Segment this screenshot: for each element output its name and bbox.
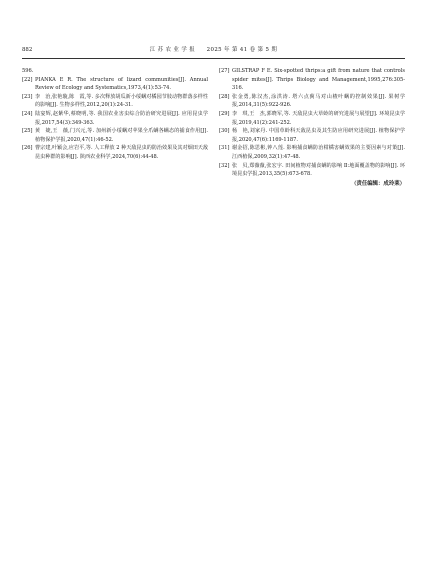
reference-text: 李 治,张艳璇,陈 霞,等. 多次释放胡瓜新小绥螨对橘园节肢动物群落多样性的影响[J]. 生物多样性,2012,20(1):24-31.	[35, 93, 208, 109]
reference-text: GILSTRAP F E. Six-spotted thrips:a gift from nature that controls spider mites[J]. Thrips Biology and Management,1995,276:305-316.	[232, 68, 405, 92]
reference-text: 陆宴辉,赵紫华,蔡晓明,等. 我国农业害虫综合防治研究进展[J]. 应用昆虫学报,2017,54(3):349-363.	[35, 110, 208, 126]
reference-item	[219, 93, 405, 110]
reference-item	[22, 110, 208, 127]
reference-item	[219, 110, 405, 127]
responsible-editor: （责任编辑：成玲莱）	[351, 180, 405, 187]
references-left-column	[22, 67, 208, 162]
reference-text: 曹宗建,叶颖会,应岩平,等. 人工释放 2 种天敌昆虫的防治效果及其对烟田天敌昆虫种群的影响[J]. 陕西农业科学,2024,70(6):44-48.	[35, 145, 208, 160]
reference-number: [32]	[219, 162, 230, 169]
reference-number: [25]	[22, 128, 33, 135]
journal-title: 江 苏 农 业 学 报 2025 年 第 41 卷 第 5 期	[149, 47, 278, 53]
reference-text: 张 贝,郑薇薇,张宏宇. 田间植物对捕食螨的影响 Ⅱ:地面覆盖物的影响[J]. 环境昆虫学报,2013,35(5):673-678.	[232, 162, 405, 178]
reference-text: 596.	[22, 68, 34, 74]
reference-item	[219, 127, 405, 144]
reference-number: [26]	[22, 145, 33, 152]
reference-number: [22]	[22, 76, 33, 83]
reference-item	[219, 67, 405, 93]
reference-item	[219, 144, 405, 161]
reference-number: [23]	[22, 93, 33, 100]
reference-text: 张金勇,陈汉杰,涂洪涛. 塔六点蓟马对山楂叶螨的控制效果[J]. 果树学报,2014,31(5):922-926.	[232, 93, 405, 109]
references-right-column	[219, 67, 405, 189]
reference-item	[219, 162, 405, 179]
reference-number: [28]	[219, 93, 230, 100]
reference-number: [31]	[219, 145, 230, 152]
reference-text: 李 琪,王 杰,郭晓军,等. 天敌昆虫大草蛉的研究进展与展望[J]. 环境昆虫学报,2019,41(2):241-252.	[232, 110, 405, 126]
reference-number: [29]	[219, 110, 230, 117]
reference-number: [30]	[219, 128, 230, 135]
reference-item	[22, 93, 208, 110]
running-header	[22, 46, 405, 55]
reference-text: 杨 艳,刘家丹. 中国草蛉科天敌昆虫及其生防应用研究进展[J]. 植物保护学报,2020,47(6):1169-1187.	[232, 128, 405, 143]
reference-number: [24]	[22, 110, 33, 117]
reference-item	[22, 67, 208, 76]
header-rule	[22, 58, 405, 59]
reference-text: PIANKA E R. The structure of lizard communities[J]. Annual Review of Ecology and Systematics,1973,4(1):53-74.	[35, 76, 208, 92]
reference-text: 黄 婕,王 薇,门兴元,等. 加州新小绥螨对苹果全爪螨各螨态的捕食作用[J]. 植物保护学报,2020,47(1):46-52.	[35, 128, 208, 143]
reference-item	[22, 76, 208, 93]
reference-text: 谢金招,陈思彬,钟八莲. 影响捕食螨防治柑橘害螨效果的主要因素与对策[J]. 江西植保,2009,32(1):47-48.	[232, 145, 405, 160]
reference-number: [27]	[219, 68, 230, 74]
page-number: 882	[22, 47, 33, 53]
reference-item	[22, 127, 208, 144]
reference-item	[22, 144, 208, 161]
